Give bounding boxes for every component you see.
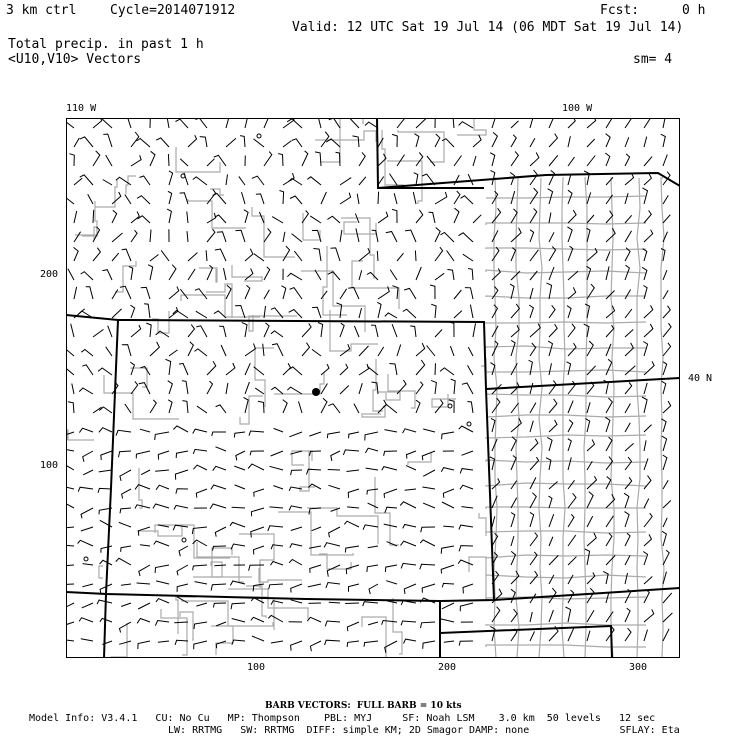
smoothing-label: sm= 4	[633, 52, 673, 67]
wind-barb-map	[66, 118, 680, 658]
valid-time: Valid: 12 UTC Sat 19 Jul 14 (06 MDT Sat 19 Jul 14)	[292, 20, 684, 35]
y-tick-label: 100	[40, 460, 59, 471]
model-label: 3 km ctrl	[6, 3, 77, 18]
wind-barb	[232, 507, 245, 508]
wind-barb	[93, 210, 94, 223]
x-tick-label: 300	[629, 662, 648, 673]
wind-barb	[328, 470, 340, 471]
wind-barb	[168, 154, 169, 166]
denver-marker	[312, 388, 320, 396]
field-title-vectors: <U10,V10> Vectors	[8, 52, 142, 67]
lat-label-40n: 40 N	[688, 373, 713, 384]
x-tick-label: 200	[438, 662, 457, 673]
forecast-hour-value: 0 h	[682, 3, 706, 18]
wind-barb	[174, 622, 188, 623]
lon-label-110w: 110 W	[66, 103, 97, 114]
wind-barb	[415, 251, 416, 262]
model-info-line1: Model Info: V3.4.1 CU: No Cu MP: Thompson PBL: MYJ SF: Noah LSM 3.0 km 50 levels 12 sec	[29, 713, 656, 724]
forecast-hour-label: Fcst:	[600, 3, 640, 18]
barb-legend: BARB VECTORS: FULL BARB = 10 kts	[265, 701, 462, 711]
wind-barb	[345, 603, 359, 604]
lon-label-100w: 100 W	[562, 103, 593, 114]
wind-barb	[377, 251, 378, 261]
field-title-precip: Total precip. in past 1 h	[8, 37, 204, 52]
wind-barb	[214, 565, 226, 566]
model-info-line2: LW: RRTMG SW: RRTMG DIFF: simple KM; 2D Smagor DAMP: none SFLAY: Eta	[168, 725, 680, 736]
wind-barb	[435, 363, 436, 375]
cycle-label: Cycle=2014071912	[110, 3, 236, 18]
y-tick-label: 200	[40, 269, 59, 280]
x-tick-label: 100	[247, 662, 266, 673]
map-background	[66, 118, 680, 658]
wind-barb	[378, 192, 379, 204]
